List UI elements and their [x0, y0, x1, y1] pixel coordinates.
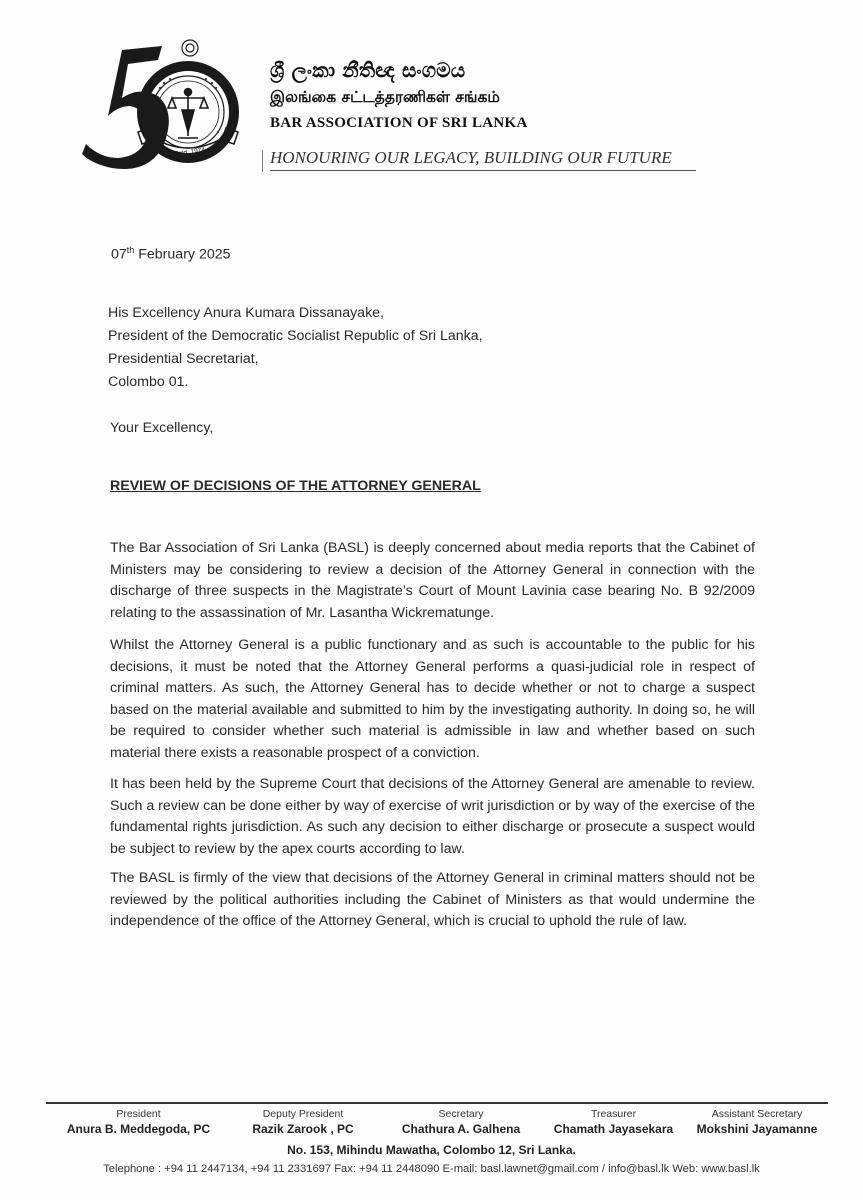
addressee-line: Colombo 01. [108, 374, 189, 390]
footer-contact: Telephone : +94 11 2447134, +94 11 2331697 Fax: +94 11 2448090 E-mail: basl.lawnet@gmail.com / info@basl.lk Web: www.basl.lk [103, 1163, 760, 1175]
footer-address: No. 153, Mihindu Mawatha, Colombo 12, Sri Lanka. [287, 1143, 576, 1157]
body-paragraph: Whilst the Attorney General is a public functionary and as such is accountable to the public for his decisions, it must be noted that the Attorney General performs a quasi-judicial role in respect of criminal matters. As such, the Attorney General has to decide whether or not to charge a suspect based on the material available and submitted to him by the investigating authority. In doing so, he will be required to consider whether such material is admissible in law and whether based on such material there exists a reasonable prospect of a conviction. [110, 637, 755, 761]
addressee-line: His Excellency Anura Kumara Dissanayake, [108, 305, 384, 321]
letter-subject: REVIEW OF DECISIONS OF THE ATTORNEY GENERAL [110, 478, 481, 494]
officer-name: Anura B. Meddegoda, PC [66, 1122, 211, 1136]
date-day: 07 [111, 246, 127, 263]
body-paragraph: The Bar Association of Sri Lanka (BASL) is deeply concerned about media reports that the Cabinet of Ministers may be considering to review a decision of the Attorney General in connection with the discharge of three suspects in the Magistrate’s Court of Mount Lavinia case bearing No. B 92/2009 relating to the assassination of Mr. Lasantha Wickrematunge. [110, 540, 755, 621]
letter-date [111, 245, 231, 263]
addressee-block [108, 302, 483, 394]
officer-treasurer [526, 1108, 701, 1137]
officer-role: Secretary [438, 1108, 484, 1120]
officer-role: Assistant Secretary [711, 1108, 803, 1120]
officer-role: President [116, 1108, 161, 1120]
officer-president [46, 1108, 231, 1137]
body-paragraph: It has been held by the Supreme Court that decisions of the Attorney General are amenable to review. Such a review can be done either by way of exercise of writ jurisdiction or by way of the exercise of the fundamental rights jurisdiction. As such any decision to either discharge or prosecute a suspect would be subject to review by the apex courts according to law. [110, 776, 755, 857]
officer-assistant-secretary [681, 1108, 833, 1137]
footer-divider [46, 1102, 828, 1104]
date-month-year: February 2025 [134, 246, 231, 263]
officer-role: Treasurer [590, 1108, 637, 1120]
officer-name: Razik Zarook , PC [252, 1122, 354, 1136]
tagline: HONOURING OUR LEGACY, BUILDING OUR FUTURE [270, 148, 696, 171]
date-suffix: th [126, 245, 135, 255]
officer-role: Deputy President [262, 1108, 344, 1120]
basl-50-emblem-logo [78, 36, 244, 178]
office-bearers [46, 1108, 828, 1142]
addressee-line: Presidential Secretariat, [108, 351, 259, 367]
salutation: Your Excellency, [110, 420, 214, 436]
addressee-line: President of the Democratic Socialist Republic of Sri Lanka, [108, 328, 483, 344]
officer-name: Chathura A. Galhena [401, 1122, 521, 1136]
body-paragraph: The BASL is firmly of the view that decisions of the Attorney General in criminal matters should not be reviewed by the political authorities including the Cabinet of Ministers as that would undermine the independence of the office of the Attorney General, which is crucial to uphold the rule of law. [110, 870, 755, 930]
officer-name: Mokshini Jayamanne [696, 1122, 818, 1136]
tagline-divider [262, 150, 263, 172]
officer-name: Chamath Jayasekara [553, 1122, 674, 1136]
officer-secretary [376, 1108, 546, 1137]
officer-deputy-president [218, 1108, 388, 1137]
svg-text:Estd. 1974: Estd. 1974 [173, 146, 206, 158]
org-name-tamil: இலங்கை சட்டத்தரணிகள் சங்கம் [270, 88, 500, 106]
org-name-english: BAR ASSOCIATION OF SRI LANKA [270, 115, 528, 131]
org-name-sinhala: ශ්‍රී ලංකා නීතිඥ සංගමය [270, 58, 466, 82]
